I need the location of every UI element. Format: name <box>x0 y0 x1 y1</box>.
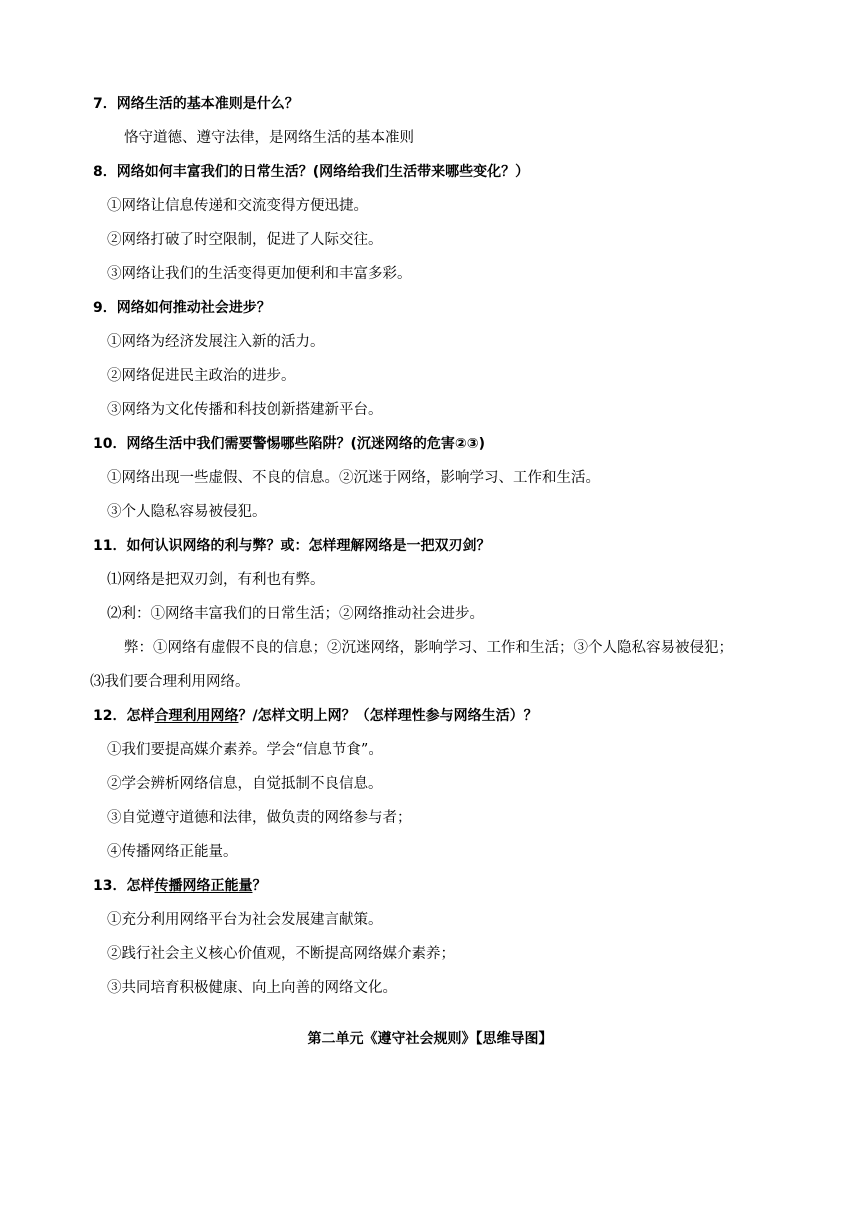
answer-8-2: ②网络打破了时空限制，促进了人际交往。 <box>107 232 383 248</box>
question-12-underlined: 合理利用网络 <box>154 708 239 724</box>
question-7: 7．网络生活的基本准则是什么？ <box>93 96 299 112</box>
section-title: 第二单元《遵守社会规则》【思维导图】 <box>307 1031 553 1047</box>
question-11: 11．如何认识网络的利与弊？或：怎样理解网络是一把双刃剑？ <box>93 538 491 554</box>
answer-9-3: ③网络为文化传播和科技创新搭建新平台。 <box>107 402 383 418</box>
question-12-prefix: 12．怎样 <box>93 708 155 724</box>
answer-9-1: ①网络为经济发展注入新的活力。 <box>107 334 325 350</box>
answer-12-3: ③自觉遵守道德和法律，做负责的网络参与者； <box>107 810 412 826</box>
answer-8-1: ①网络让信息传递和交流变得方便迅捷。 <box>107 198 368 214</box>
answer-8-3: ③网络让我们的生活变得更加便利和丰富多彩。 <box>107 266 412 282</box>
question-13-prefix: 13．怎样 <box>93 878 155 894</box>
answer-13-1: ①充分利用网络平台为社会发展建言献策。 <box>107 912 383 928</box>
question-8: 8．网络如何丰富我们的日常生活？(网络给我们生活带来哪些变化？） <box>93 164 530 180</box>
question-12-suffix: ？/怎样文明上网？（怎样理性参与网络生活）？ <box>238 708 538 724</box>
answer-11-2: ⑵利：①网络丰富我们的日常生活；②网络推动社会进步。 <box>107 606 484 622</box>
question-13-suffix: ？ <box>252 878 267 894</box>
answer-7: 恪守道德、遵守法律，是网络生活的基本准则 <box>124 130 414 146</box>
question-10: 10．网络生活中我们需要警惕哪些陷阱？(沉迷网络的危害②③) <box>93 436 485 452</box>
answer-9-2: ②网络促进民主政治的进步。 <box>107 368 296 384</box>
question-13 <box>93 869 800 903</box>
answer-10-1: ①网络出现一些虚假、不良的信息。②沉迷于网络，影响学习、工作和生活。 <box>107 470 600 486</box>
question-13-underlined: 传播网络正能量 <box>154 878 253 894</box>
answer-12-2: ②学会辨析网络信息，自觉抵制不良信息。 <box>107 776 383 792</box>
answer-13-2: ②践行社会主义核心价值观，不断提高网络媒介素养； <box>107 946 455 962</box>
answer-11-1: ⑴网络是把双刃剑，有利也有弊。 <box>107 572 325 588</box>
answer-11-4: ⑶我们要合理利用网络。 <box>90 674 250 690</box>
answer-13-3: ③共同培育积极健康、向上向善的网络文化。 <box>107 980 397 996</box>
answer-12-1: ①我们要提高媒介素养。学会“信息节食”。 <box>107 742 383 758</box>
question-9: 9．网络如何推动社会进步？ <box>93 300 271 316</box>
answer-10-2: ③个人隐私容易被侵犯。 <box>107 504 267 520</box>
question-12 <box>93 699 800 733</box>
answer-11-3: 弊：①网络有虚假不良的信息；②沉迷网络，影响学习、工作和生活；③个人隐私容易被侵犯； <box>124 640 733 656</box>
answer-12-4: ④传播网络正能量。 <box>107 844 238 860</box>
